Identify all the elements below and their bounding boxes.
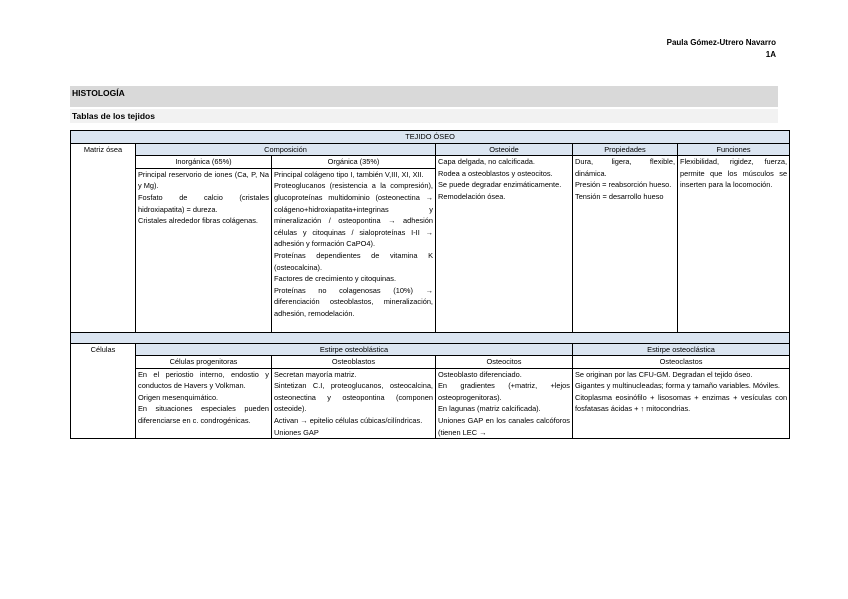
author-name: Paula Gómez-Utrero Navarro — [666, 38, 776, 47]
inorganic-header: Inorgánica (65%) — [136, 156, 272, 169]
functions-cell — [678, 156, 790, 332]
inorganic-line: Principal reservorio de iones (Ca, P, Na y Mg). — [138, 169, 269, 191]
properties-cell — [573, 156, 678, 332]
table-title: TEJIDO ÓSEO — [71, 131, 790, 144]
section-title: HISTOLOGÍA — [70, 86, 778, 107]
properties-header: Propiedades — [573, 143, 678, 156]
osteoclasts-line: Se originan por las CFU-GM. Degradan el tejido óseo. — [575, 369, 753, 379]
progenitor-line: En el periostio interno, endostio y conductos de Havers y Volkman. — [138, 369, 269, 391]
composition-header: Composición — [136, 143, 436, 156]
osteoclasts-line: Gigantes y multinucleadas; forma y tamaño variables. Móviles. — [575, 381, 780, 391]
osteoclastic-header: Estirpe osteoclástica — [573, 343, 790, 356]
author-block — [667, 37, 776, 61]
osteoblastic-header: Estirpe osteoblástica — [136, 343, 573, 356]
osteoclasts-cell — [573, 368, 790, 439]
osteoid-line: Rodea a osteoblastos y osteocitos. — [438, 168, 553, 178]
organic-line: Factores de crecimiento y citoquinas. — [274, 274, 396, 284]
organic-cell — [272, 168, 436, 332]
osteocytes-cell — [436, 368, 573, 439]
inorganic-cell — [136, 168, 272, 332]
separator-row — [71, 332, 790, 343]
functions-line: Flexibilidad, rigidez, fuerza, permite que los músculos se inserten para la locomoción. — [680, 157, 788, 190]
progenitor-cell — [136, 368, 272, 439]
tissue-table — [70, 130, 790, 439]
osteoid-line: Se puede degradar enzimáticamente. — [438, 180, 562, 190]
properties-line: Tensión = desarrollo hueso — [575, 191, 664, 201]
subtitle: Tablas de los tejidos — [70, 109, 778, 123]
matrix-label: Matriz ósea — [71, 143, 136, 332]
progenitor-line: En situaciones especiales pueden diferenciarse en c. condrogénicas. — [138, 404, 269, 426]
osteoclasts-header: Osteoclastos — [573, 356, 790, 369]
organic-line: Proteínas no colagenosas (10%) → diferenciación osteoblastos, mineralización, adhesión, remodelación. — [274, 285, 433, 318]
osteoblasts-line: Activan → epitelio células cúbicas/cilíndricas. — [274, 416, 423, 426]
osteocytes-line: En lagunas (matriz calcificada). — [438, 404, 541, 414]
organic-header: Orgánica (35%) — [272, 156, 436, 169]
organic-line: Proteínas dependientes de vitamina K (osteocalcina). — [274, 250, 433, 272]
inorganic-line: Fosfato de calcio (cristales hidroxiapatita) = dureza. — [138, 192, 269, 214]
properties-line: Presión = reabsorción hueso. — [575, 180, 672, 190]
osteoclasts-line: Citoplasma eosinófilo + lisosomas + enzimas + vesículas con fosfatasas ácidas + ↑ mitocondrias. — [575, 392, 788, 414]
osteoblasts-header: Osteoblastos — [272, 356, 436, 369]
progenitor-line: Origen mesenquimático. — [138, 392, 219, 402]
properties-line: Dura, ligera, flexible, dinámica. — [575, 157, 675, 178]
osteoid-line: Remodelación ósea. — [438, 191, 506, 201]
author-group: 1A — [765, 50, 776, 59]
organic-line: Proteoglucanos (resistencia a la compresión), glucoproteínas multidominio (osteonectina → colágeno+hidroxiapatita+integrinas y mineralización / osteopontina → adhesión células y citoquinas / sialoproteínas I-II → adhesión y formación CaPO4). — [274, 181, 433, 249]
inorganic-line: Cristales alrededor fibras colágenas. — [138, 216, 258, 226]
osteoblasts-line: Secretan mayoría matriz. — [274, 369, 357, 379]
osteoid-header: Osteoide — [436, 143, 573, 156]
progenitor-header: Células progenitoras — [136, 356, 272, 369]
osteocytes-line: Uniones GAP en los canales calcóforos (tienen LEC → — [438, 416, 570, 437]
osteoblasts-line: Sintetizan C.I, proteoglucanos, osteocalcina, osteonectina y osteopontina (componen osteoide). — [274, 381, 433, 414]
osteoblasts-line: Uniones GAP — [274, 427, 319, 437]
osteoid-cell — [436, 156, 573, 332]
osteocytes-header: Osteocitos — [436, 356, 573, 369]
osteocytes-line: Osteoblasto diferenciado. — [438, 369, 522, 379]
osteoblasts-cell — [272, 368, 436, 439]
functions-header: Funciones — [678, 143, 790, 156]
organic-line: Principal colágeno tipo I, también V,III, XI, XII. — [274, 169, 424, 179]
osteoid-line: Capa delgada, no calcificada. — [438, 157, 535, 167]
osteocytes-line: En gradientes (+matriz, +lejos osteoprogenitoras). — [438, 381, 570, 402]
cells-label: Células — [71, 343, 136, 439]
